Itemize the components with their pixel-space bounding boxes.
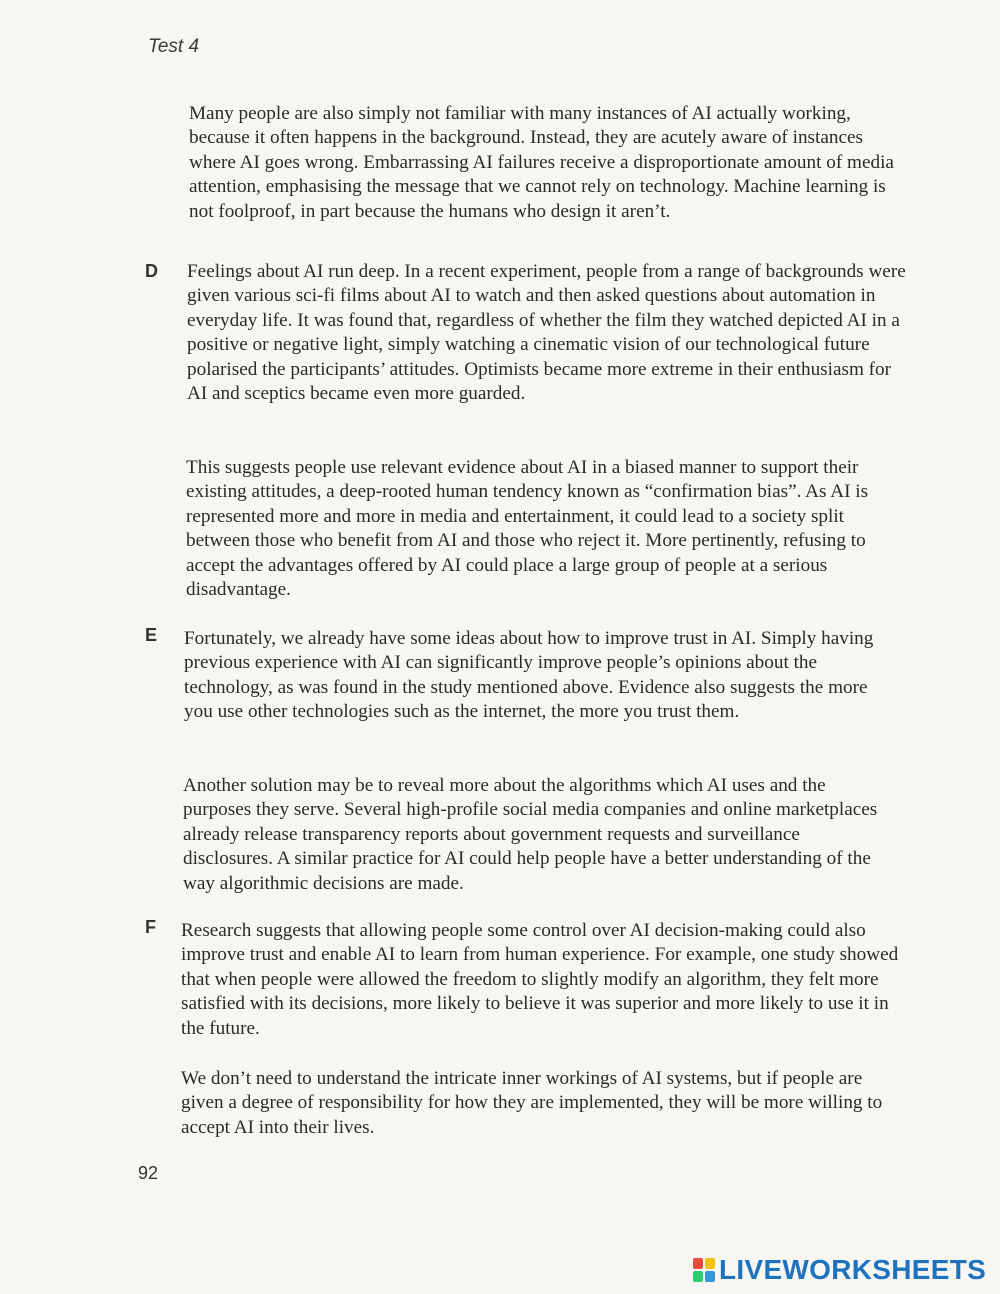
paragraph-f-1: Research suggests that allowing people some control over AI decision-making could also improve trust and enable AI to learn from human experience. For example, one study showed that when people were allowed the freedom to slightly modify an algorithm, they felt more satisfied with its decisions, more likely to believe it was superior and more likely to use it in the future. — [181, 920, 899, 1039]
section-letter-e: E — [145, 625, 158, 645]
liveworksheets-logo-icon — [693, 1258, 715, 1282]
logo-block-yellow — [705, 1258, 715, 1269]
logo-block-red — [693, 1258, 703, 1269]
paragraph-f-2: We don’t need to understand the intricate inner workings of AI systems, but if people are given a degree of responsibility for how they are implemented, they will be more willing to accept AI into their lives. — [181, 1068, 883, 1138]
paragraph-d-1: Feelings about AI run deep. In a recent experiment, people from a range of backgrounds were given various sci-fi films about AI to watch and then asked questions about automation in everyday life. It was found that, regardless of whether the film they watched depicted AI in a positive or negative light, simply watching a cinematic vision of our technological future polarised the participants’ attitudes. Optimists became more extreme in their enthusiasm for AI and sceptics became even more guarded. — [187, 261, 906, 405]
section-letter-f: F — [145, 917, 156, 937]
paragraph-d-2: This suggests people use relevant evidence about AI in a biased manner to support their existing attitudes, a deep-rooted human tendency known as “confirmation bias”. As AI is represented more and more in media and entertainment, it could lead to a society split between those who benefit from AI and those who reject it. More pertinently, refusing to accept the advantages offered by AI could place a large group of people at a serious disadvantage. — [186, 457, 869, 601]
paragraph-c-continued: Many people are also simply not familiar with many instances of AI actually working, because it often happens in the background. Instead, they are acutely aware of instances where AI goes wrong. Embarrassing AI failures receive a disproportionate amount of media attention, emphasising the message that we cannot rely on technology. Machine learning is not foolproof, in part because the humans who design it aren’t. — [189, 103, 894, 222]
brand-name: LIVEWORKSHEETS — [719, 1254, 987, 1285]
logo-block-green — [693, 1271, 703, 1282]
section-letter-d: D — [145, 261, 158, 281]
test-header: Test 4 — [148, 36, 200, 57]
page-number: 92 — [138, 1163, 159, 1183]
paragraph-e-2: Another solution may be to reveal more about the algorithms which AI uses and the purposes they serve. Several high-profile social media companies and online marketplaces already release transparency reports about government requests and surveillance disclosures. A similar practice for AI could help people have a better understanding of the way algorithmic decisions are made. — [183, 775, 878, 894]
paragraph-e-1: Fortunately, we already have some ideas about how to improve trust in AI. Simply having previous experience with AI can significantly improve people’s opinions about the technology, as was found in the study mentioned above. Evidence also suggests the more you use other technologies such as the internet, the more you trust them. — [184, 628, 874, 723]
logo-block-blue — [705, 1271, 715, 1282]
liveworksheets-brand — [693, 1254, 986, 1286]
